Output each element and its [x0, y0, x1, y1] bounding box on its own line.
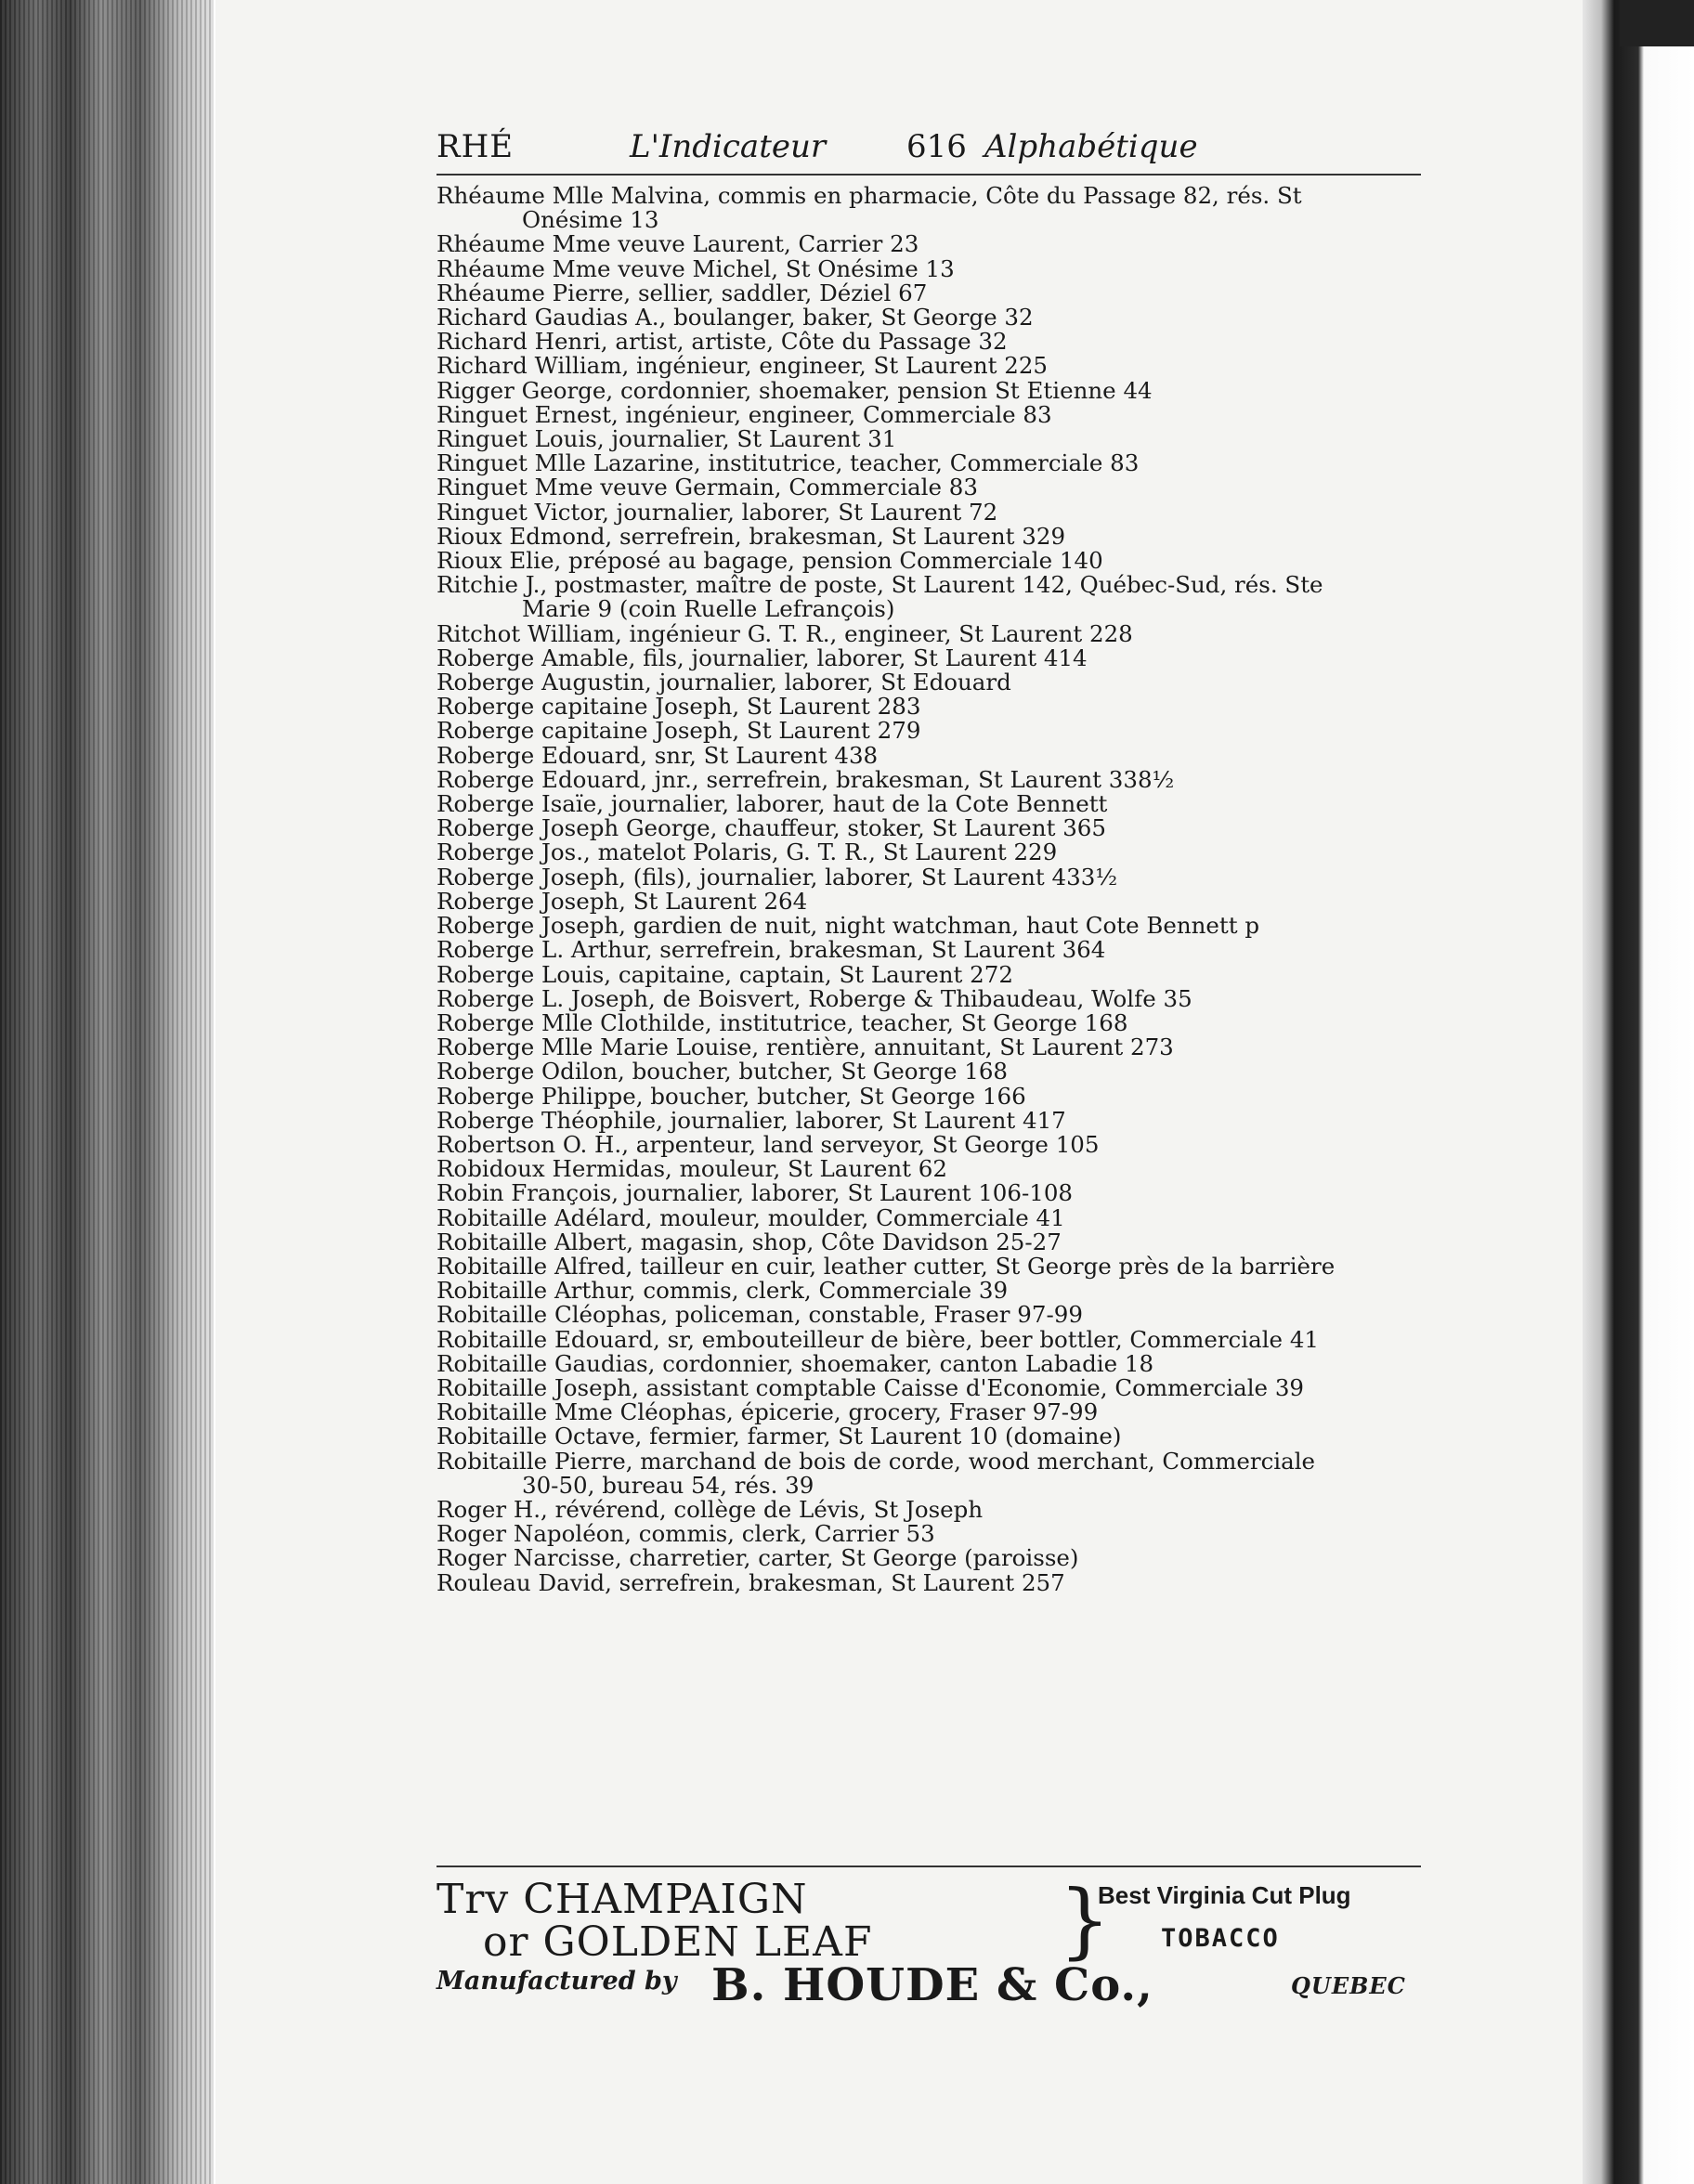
directory-entry: Robitaille Pierre, marchand de bois de corde, wood merchant, Commerciale	[437, 1447, 1316, 1475]
directory-entry-continuation: Onésime 13	[522, 206, 659, 234]
directory-entry: Robitaille Octave, fermier, farmer, St Laurent 10 (domaine)	[437, 1423, 1122, 1450]
directory-entry: Roberge L. Arthur, serrefrein, brakesman, St Laurent 364	[437, 936, 1106, 964]
header-subtitle: Alphabétique	[984, 128, 1198, 165]
directory-entry: Richard William, ingénieur, engineer, St Laurent 225	[437, 352, 1048, 380]
directory-entry: Robitaille Alfred, tailleur en cuir, leather cutter, St George près de la barrière	[437, 1252, 1336, 1280]
directory-entry: Roberge Joseph, St Laurent 264	[437, 887, 808, 915]
ad-line-2: or GOLDEN LEAF	[483, 1918, 873, 1966]
directory-entry: Roberge capitaine Joseph, St Laurent 283	[437, 693, 921, 721]
directory-entry: Robitaille Arthur, commis, clerk, Commerciale 39	[437, 1277, 1009, 1305]
directory-entry: Robin François, journalier, laborer, St Laurent 106-108	[437, 1179, 1074, 1207]
header-rule	[437, 174, 1421, 176]
directory-entry: Robitaille Cléophas, policeman, constable, Fraser 97-99	[437, 1301, 1083, 1329]
directory-entry: Roberge Joseph, (fils), journalier, laborer, St Laurent 433½	[437, 863, 1118, 890]
directory-entry: Roberge Louis, capitaine, captain, St Laurent 272	[437, 960, 1013, 988]
footer-rule	[437, 1866, 1421, 1867]
ad-brace: }	[1059, 1872, 1111, 1968]
ad-product: Best Virginia Cut Plug	[1098, 1881, 1351, 1909]
directory-entry: Richard Gaudias A., boulanger, baker, St George 32	[437, 304, 1034, 332]
book-left-edge	[0, 0, 214, 2184]
directory-entry: Rhéaume Mme veuve Laurent, Carrier 23	[437, 230, 919, 258]
ad-manufactured-by: Manufactured by	[437, 1967, 677, 1996]
book-right-edge	[1583, 0, 1694, 2184]
page-number: 616	[906, 128, 967, 165]
directory-entry: Ringuet Ernest, ingénieur, engineer, Commerciale 83	[437, 400, 1052, 428]
advertisement	[437, 1872, 1440, 2015]
directory-entry: Roberge Jos., matelot Polaris, G. T. R., St Laurent 229	[437, 838, 1058, 866]
directory-entry: Robitaille Adélard, mouleur, moulder, Commerciale 41	[437, 1203, 1065, 1231]
directory-entry: Roberge Philippe, boucher, butcher, St George 166	[437, 1082, 1026, 1110]
directory-entry: Rhéaume Pierre, sellier, saddler, Déziel 67	[437, 279, 928, 306]
ad-company: B. HOUDE & Co.,	[711, 1959, 1153, 2011]
directory-entry: Roberge Isaïe, journalier, laborer, haut de la Cote Bennett	[437, 790, 1108, 818]
directory-entry: Ritchie J., postmaster, maître de poste, St Laurent 142, Québec-Sud, rés. Ste	[437, 571, 1323, 599]
directory-entry: Ringuet Victor, journalier, laborer, St Laurent 72	[437, 498, 998, 526]
ad-city: QUEBEC	[1291, 1972, 1406, 1999]
directory-entry: Roberge L. Joseph, de Boisvert, Roberge & Thibaudeau, Wolfe 35	[437, 984, 1192, 1012]
ad-category: TOBACCO	[1161, 1924, 1280, 1953]
ad-line-1: Trv CHAMPAIGN	[437, 1876, 808, 1923]
directory-entry: Robitaille Mme Cléophas, épicerie, grocery, Fraser 97-99	[437, 1398, 1099, 1426]
directory-entry: Rioux Elie, préposé au bagage, pension Commerciale 140	[437, 547, 1103, 575]
directory-entry: Ritchot William, ingénieur G. T. R., engineer, St Laurent 228	[437, 619, 1133, 647]
directory-entry: Roberge Odilon, boucher, butcher, St George 168	[437, 1058, 1009, 1086]
directory-entry: Roberge Amable, fils, journalier, laborer, St Laurent 414	[437, 644, 1088, 671]
directory-entry: Robitaille Gaudias, cordonnier, shoemaker, canton Labadie 18	[437, 1349, 1154, 1377]
directory-entry: Roberge Mlle Marie Louise, rentière, annuitant, St Laurent 273	[437, 1034, 1174, 1061]
directory-entry: Rhéaume Mme veuve Michel, St Onésime 13	[437, 254, 955, 282]
directory-entry: Roberge capitaine Joseph, St Laurent 279	[437, 717, 921, 745]
directory-entry: Robitaille Joseph, assistant comptable Caisse d'Economie, Commerciale 39	[437, 1373, 1305, 1401]
directory-entry: Rigger George, cordonnier, shoemaker, pension St Etienne 44	[437, 376, 1153, 404]
directory-entry: Robidoux Hermidas, mouleur, St Laurent 62	[437, 1155, 947, 1183]
directory-entries	[437, 184, 1430, 1595]
directory-entry: Roger Napoléon, commis, clerk, Carrier 53	[437, 1520, 935, 1548]
directory-entry: Ringuet Louis, journalier, St Laurent 31	[437, 425, 897, 453]
directory-entry-continuation: 30-50, bureau 54, rés. 39	[522, 1471, 814, 1499]
directory-entry: Roberge Edouard, snr, St Laurent 438	[437, 741, 879, 769]
directory-entry: Robitaille Albert, magasin, shop, Côte Davidson 25-27	[437, 1228, 1062, 1255]
directory-entry: Richard Henri, artist, artiste, Côte du Passage 32	[437, 328, 1008, 356]
page-title: L'Indicateur	[630, 128, 827, 165]
directory-entry-continuation: Marie 9 (coin Ruelle Lefrançois)	[522, 595, 895, 623]
directory-entry: Roberge Edouard, jnr., serrefrein, brakesman, St Laurent 338½	[437, 765, 1175, 793]
directory-entry: Robitaille Edouard, sr, embouteilleur de bière, beer bottler, Commerciale 41	[437, 1325, 1320, 1353]
directory-entry: Roger H., révérend, collège de Lévis, St Joseph	[437, 1495, 984, 1523]
directory-entry: Roberge Augustin, journalier, laborer, St Edouard	[437, 669, 1011, 696]
directory-entry: Roberge Joseph George, chauffeur, stoker, St Laurent 365	[437, 814, 1106, 842]
directory-entry: Roberge Joseph, gardien de nuit, night watchman, haut Cote Bennett p	[437, 912, 1260, 940]
directory-entry: Roberge Mlle Clothilde, institutrice, teacher, St George 168	[437, 1008, 1128, 1036]
directory-entry: Rouleau David, serrefrein, brakesman, St Laurent 257	[437, 1568, 1065, 1596]
directory-entry: Robertson O. H., arpenteur, land serveyor, St George 105	[437, 1130, 1100, 1158]
directory-entry: Roberge Théophile, journalier, laborer, St Laurent 417	[437, 1106, 1066, 1134]
corner-shadow	[1620, 0, 1694, 46]
directory-entry: Rhéaume Mlle Malvina, commis en pharmacie, Côte du Passage 82, rés. St	[437, 182, 1302, 209]
section-label: RHÉ	[437, 128, 515, 165]
page-header	[437, 123, 1430, 175]
directory-entry: Ringuet Mlle Lazarine, institutrice, teacher, Commerciale 83	[437, 449, 1140, 477]
directory-entry: Roger Narcisse, charretier, carter, St George (paroisse)	[437, 1544, 1079, 1572]
directory-entry: Ringuet Mme veuve Germain, Commerciale 83	[437, 474, 978, 501]
directory-entry: Rioux Edmond, serrefrein, brakesman, St Laurent 329	[437, 522, 1066, 550]
